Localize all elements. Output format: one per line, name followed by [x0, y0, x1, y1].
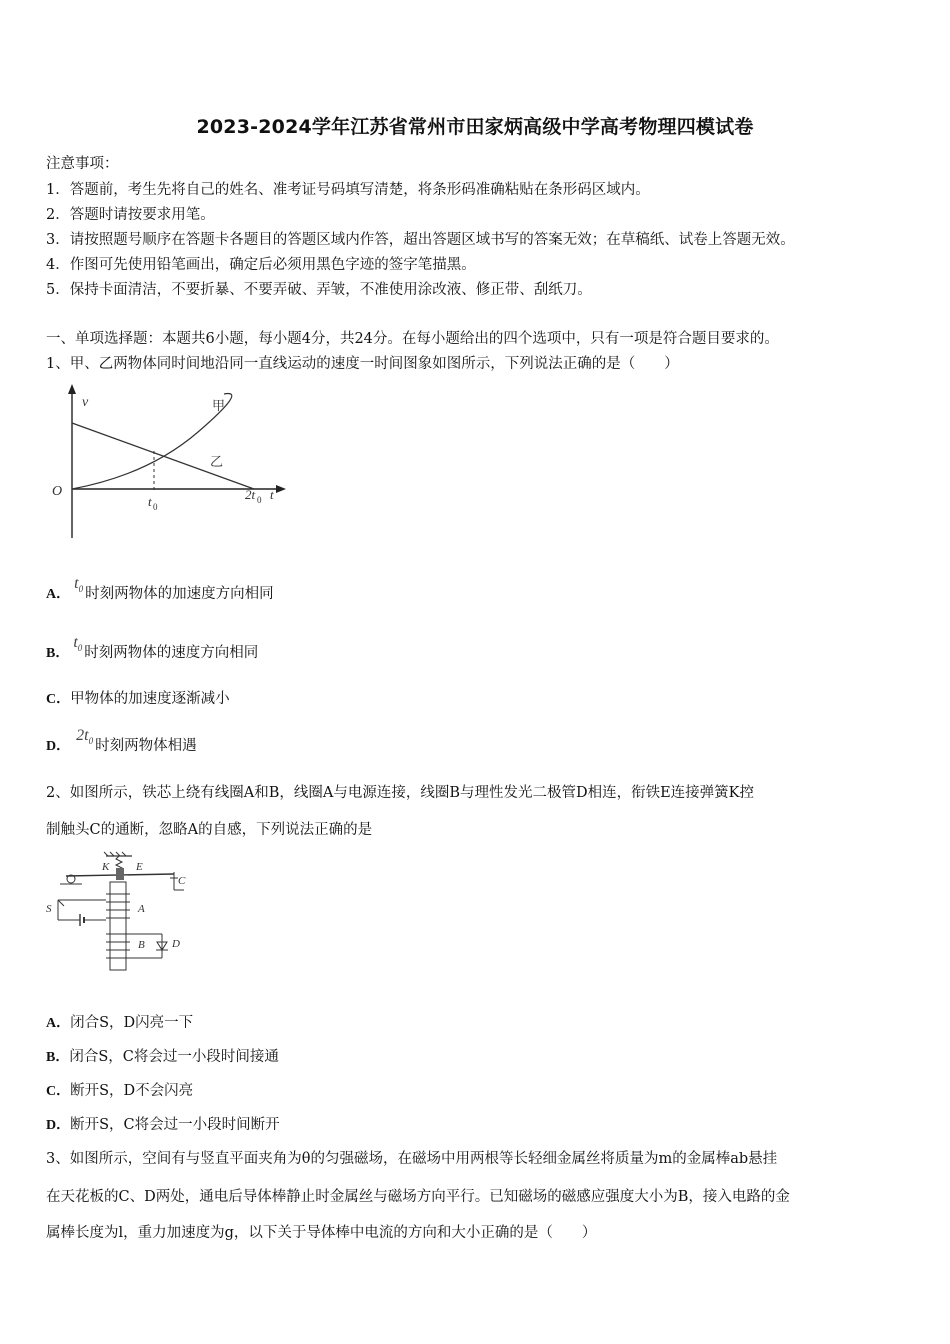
- label-E: E: [136, 861, 143, 873]
- label-C: C: [178, 875, 186, 887]
- section-heading: 一、单项选择题：本题共6小题，每小题4分，共24分。在每小题给出的四个选项中，只有一项是符合题目要求的。: [46, 331, 779, 347]
- q2-option-d[interactable]: D．断开S，C将会过一小段时间断开: [46, 1117, 280, 1133]
- question-2-stem: 2、如图所示，铁芯上绕有线圈A和B，线圈A与电源连接，线圈B与理性发光二极管D相连，衔铁E连接弹簧K控: [46, 785, 755, 801]
- label-D: D: [172, 938, 180, 950]
- question-1-stem: 1、甲、乙两物体同时间地沿同一直线运动的速度一时间图象如图所示，下列说法正确的是（ ）: [46, 356, 679, 372]
- x-axis-label: t: [270, 487, 274, 502]
- vt-graph: [48, 380, 288, 540]
- q1-option-b[interactable]: B．$t_0$ 时刻两物体的速度方向相同: [46, 634, 259, 661]
- coil-relay-figure: [44, 850, 194, 975]
- question-3-stem-cont: 在天花板的C、D两处，通电后导体棒静止时金属丝与磁场方向平行。已知磁场的磁感应强度大小为B，接入电路的金: [46, 1189, 790, 1205]
- notice-item: 1．答题前，考生先将自己的姓名、准考证号码填写清楚，将条形码准确粘贴在条形码区域内。: [46, 182, 650, 198]
- notice-item: 4．作图可先使用铅笔画出，确定后必须用黑色字迹的签字笔描黑。: [46, 257, 476, 273]
- q1-option-c[interactable]: C．甲物体的加速度逐渐减小: [46, 691, 230, 707]
- y-axis-label: v: [82, 395, 89, 410]
- tick-2t0-sub: 0: [257, 495, 262, 505]
- label-A: A: [138, 903, 145, 915]
- q2-option-b[interactable]: B．闭合S，C将会过一小段时间接通: [46, 1049, 279, 1065]
- question-2-stem-cont: 制触头C的通断，忽略A的自感，下列说法正确的是: [46, 822, 373, 838]
- label-B: B: [138, 939, 145, 951]
- q1-option-d[interactable]: D．$2t_0$ 时刻两物体相遇: [46, 727, 197, 754]
- origin-label: O: [52, 484, 63, 499]
- notice-item: 5．保持卡面清洁，不要折暴、不要弄破、弄皱，不准使用涂改液、修正带、刮纸刀。: [46, 282, 592, 298]
- tick-2t0: 2t: [245, 487, 256, 502]
- curve-jia-label: 甲: [212, 398, 226, 413]
- curve-yi-label: 乙: [210, 454, 224, 469]
- page-title: 2023-2024学年江苏省常州市田家炳高级中学高考物理四模试卷: [196, 116, 754, 138]
- question-3-stem: 3、如图所示，空间有与竖直平面夹角为θ的匀强磁场，在磁场中用两根等长轻细金属丝将质量为m的金属棒ab悬挂: [46, 1151, 778, 1167]
- q2-option-c[interactable]: C．断开S，D不会闪亮: [46, 1083, 194, 1099]
- tick-t0-sub: 0: [153, 502, 158, 512]
- q1-option-a[interactable]: A．$t_0$ 时刻两物体的加速度方向相同: [46, 575, 274, 602]
- notice-item: 2．答题时请按要求用笔。: [46, 207, 215, 223]
- notice-heading: 注意事项：: [46, 156, 119, 172]
- label-K: K: [102, 861, 110, 873]
- question-3-stem-cont2: 属棒长度为l，重力加速度为g，以下关于导体棒中电流的方向和大小正确的是（ ）: [46, 1225, 597, 1241]
- q2-option-a[interactable]: A．闭合S，D闪亮一下: [46, 1015, 194, 1031]
- tick-t0: t: [148, 494, 152, 509]
- label-S: S: [46, 903, 52, 915]
- notice-item: 3．请按照题号顺序在答题卡各题目的答题区域内作答，超出答题区域书写的答案无效；在草稿纸、试卷上答题无效。: [46, 232, 795, 248]
